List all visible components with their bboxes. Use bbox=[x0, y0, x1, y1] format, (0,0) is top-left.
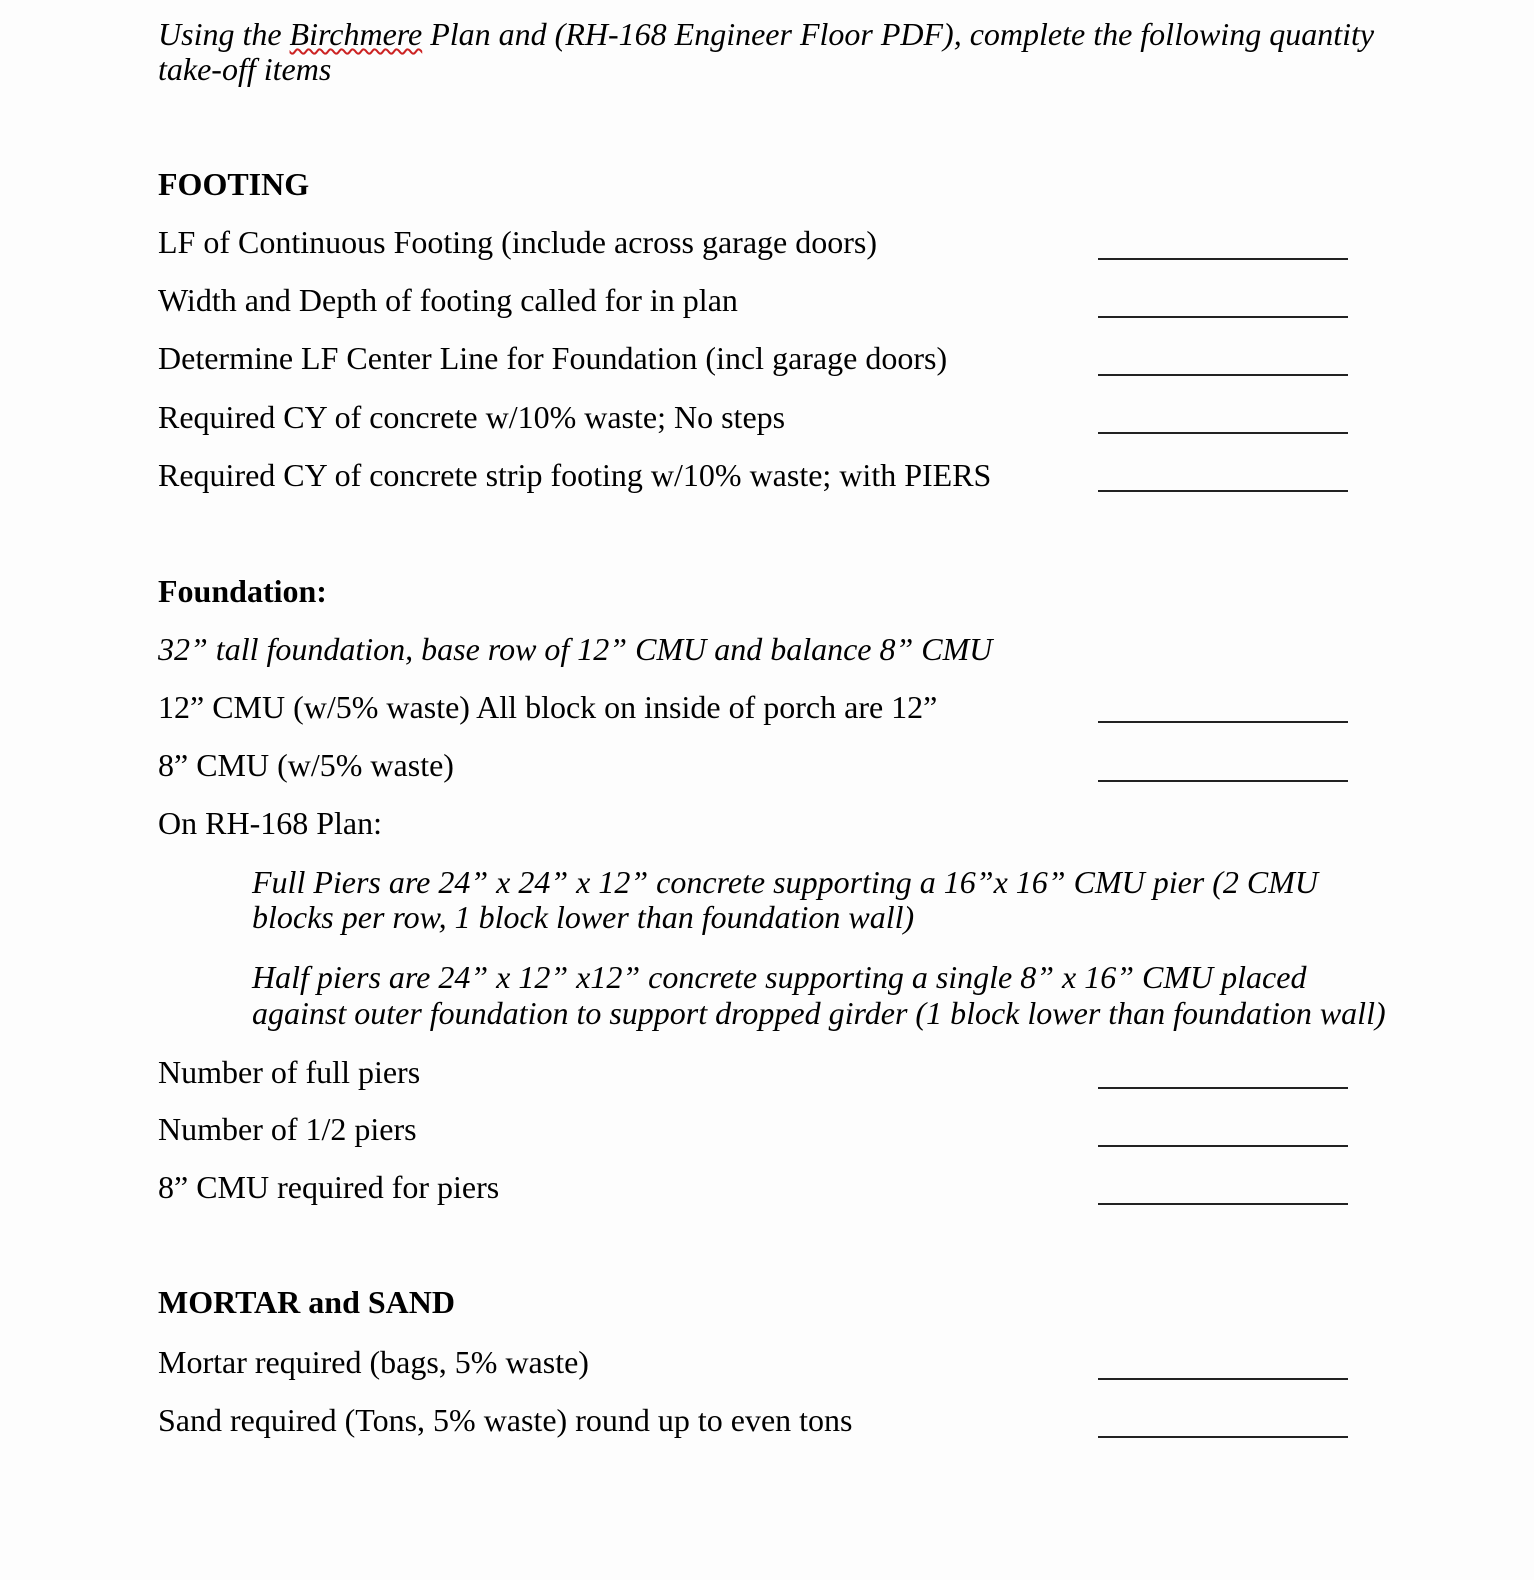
mortar-item-bags: Mortar required (bags, 5% waste) bbox=[158, 1344, 589, 1380]
footing-item-lf-continuous: LF of Continuous Footing (include across garage doors) bbox=[158, 224, 877, 260]
footing-heading: FOOTING bbox=[158, 166, 310, 202]
spellcheck-word[interactable]: Birchmere bbox=[289, 16, 423, 52]
answer-blank-width-depth[interactable] bbox=[1098, 316, 1348, 318]
answer-blank-8-cmu[interactable] bbox=[1098, 780, 1348, 782]
half-piers-desc-2: against outer foundation to support dropped girder (1 block lower than foundation wall) bbox=[252, 995, 1386, 1031]
answer-blank-center-line[interactable] bbox=[1098, 374, 1348, 376]
sand-item-tons: Sand required (Tons, 5% waste) round up to even tons bbox=[158, 1402, 853, 1438]
footing-item-cy-no-steps: Required CY of concrete w/10% waste; No steps bbox=[158, 399, 786, 435]
mortar-heading: MORTAR and SAND bbox=[158, 1284, 455, 1320]
pier-item-8-cmu: 8” CMU required for piers bbox=[158, 1169, 500, 1205]
foundation-note: 32” tall foundation, base row of 12” CMU and balance 8” CMU bbox=[158, 631, 993, 667]
pier-item-half-count: Number of 1/2 piers bbox=[158, 1111, 417, 1147]
intro-text: Plan and (RH-168 Engineer Floor PDF), complete the following quantity bbox=[422, 16, 1375, 52]
answer-blank-cy-no-steps[interactable] bbox=[1098, 432, 1348, 434]
foundation-item-8-cmu: 8” CMU (w/5% waste) bbox=[158, 747, 454, 783]
answer-blank-cy-piers[interactable] bbox=[1098, 490, 1348, 492]
pier-item-full-count: Number of full piers bbox=[158, 1054, 421, 1090]
footing-item-cy-piers: Required CY of concrete strip footing w/10% waste; with PIERS bbox=[158, 457, 992, 493]
answer-blank-half-piers[interactable] bbox=[1098, 1145, 1348, 1147]
intro-line-1 bbox=[158, 16, 1374, 52]
answer-blank-full-piers[interactable] bbox=[1098, 1087, 1348, 1089]
foundation-item-12-cmu: 12” CMU (w/5% waste) All block on inside of porch are 12” bbox=[158, 689, 938, 725]
footing-item-center-line: Determine LF Center Line for Foundation (incl garage doors) bbox=[158, 340, 948, 376]
plan-label: On RH-168 Plan: bbox=[158, 805, 382, 841]
answer-blank-12-cmu[interactable] bbox=[1098, 721, 1348, 723]
answer-blank-lf-continuous[interactable] bbox=[1098, 258, 1348, 260]
foundation-heading: Foundation: bbox=[158, 573, 327, 609]
answer-blank-pier-cmu[interactable] bbox=[1098, 1203, 1348, 1205]
footing-item-width-depth: Width and Depth of footing called for in plan bbox=[158, 282, 738, 318]
intro-text: Using the bbox=[158, 16, 290, 52]
full-piers-desc-2: blocks per row, 1 block lower than foundation wall) bbox=[252, 899, 915, 935]
answer-blank-mortar[interactable] bbox=[1098, 1378, 1348, 1380]
full-piers-desc-1: Full Piers are 24” x 24” x 12” concrete supporting a 16”x 16” CMU pier (2 CMU bbox=[252, 864, 1319, 900]
intro-line-2: take-off items bbox=[158, 51, 332, 87]
answer-blank-sand[interactable] bbox=[1098, 1436, 1348, 1438]
half-piers-desc-1: Half piers are 24” x 12” x12” concrete supporting a single 8” x 16” CMU placed bbox=[252, 959, 1307, 995]
